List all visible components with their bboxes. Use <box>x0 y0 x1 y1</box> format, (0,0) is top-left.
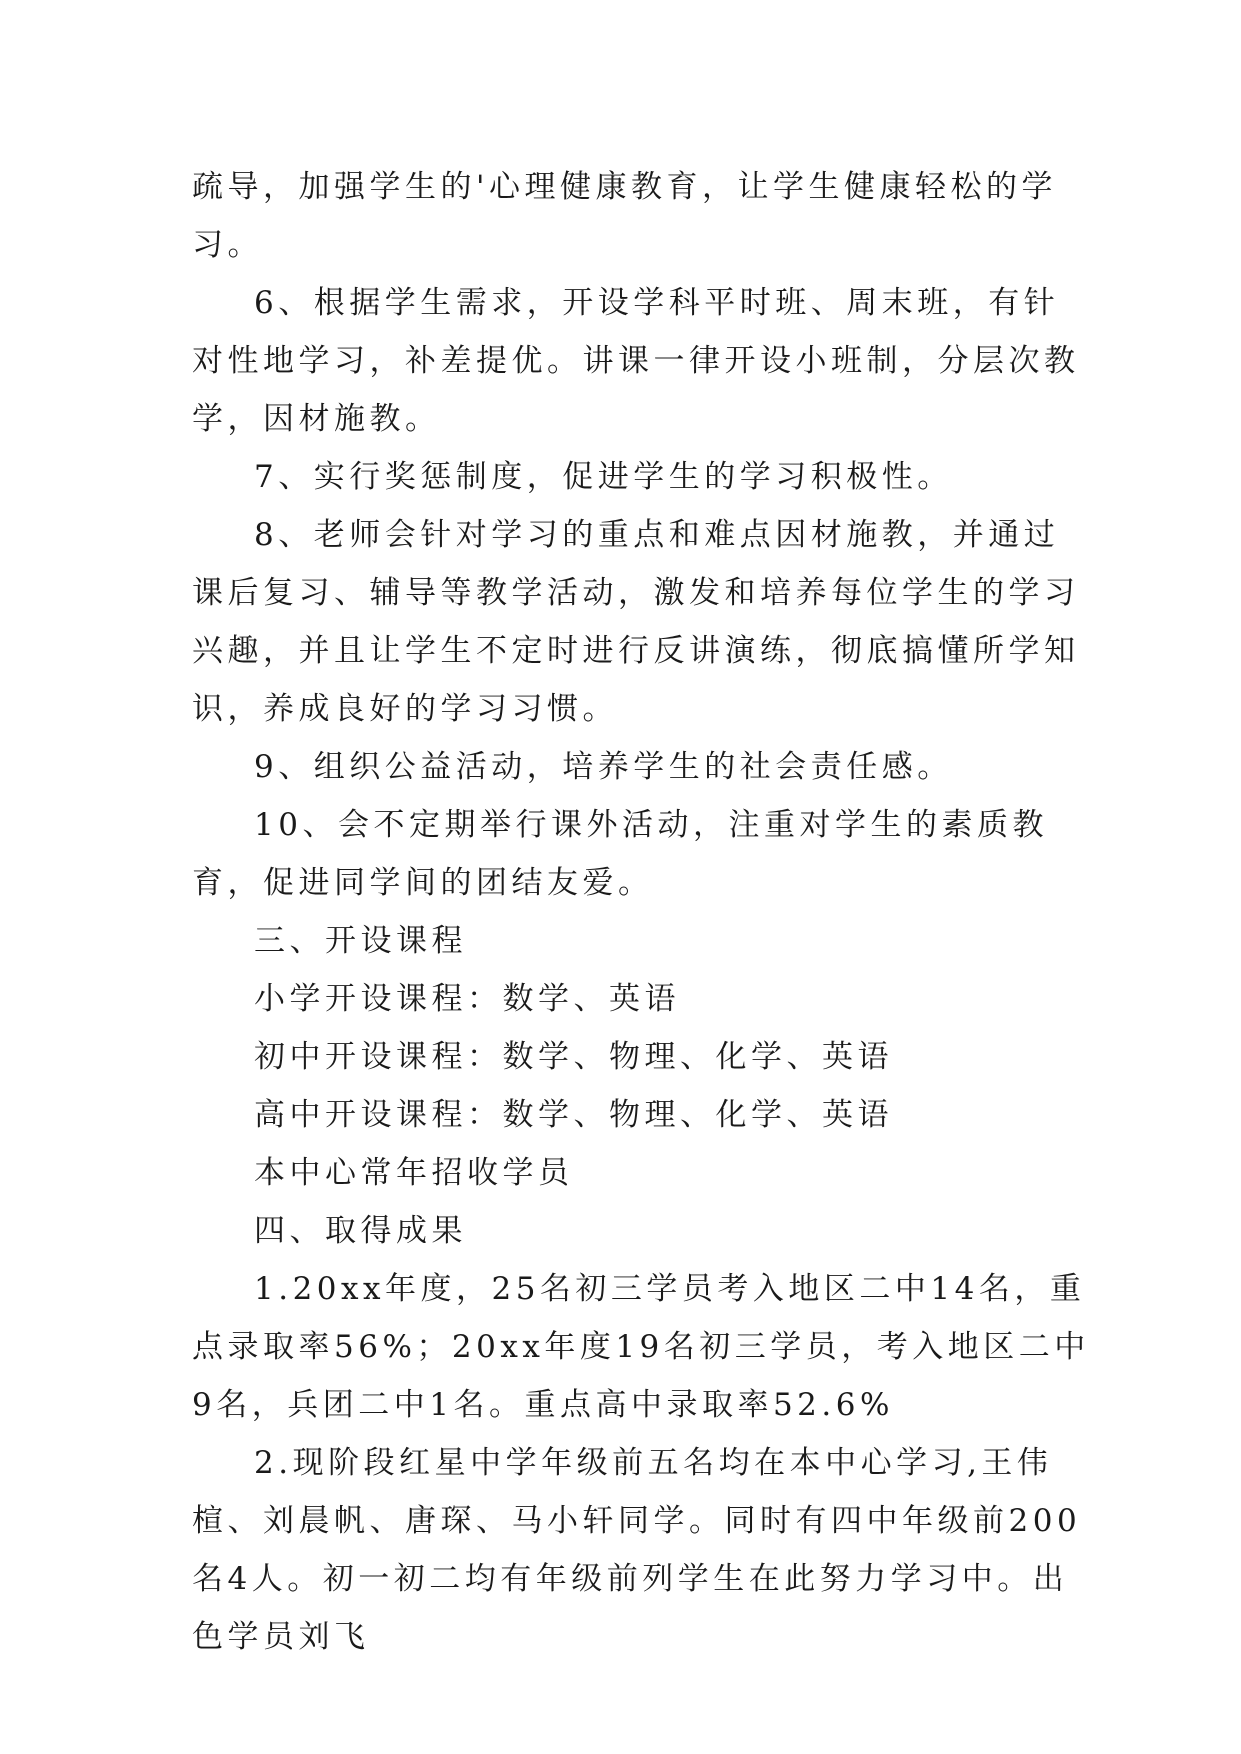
paragraph-item-9: 9、组织公益活动，培养学生的社会责任感。 <box>254 749 953 785</box>
enrollment-notice: 本中心常年招收学员 <box>254 1155 574 1191</box>
document-body <box>192 158 1092 1666</box>
senior-high-courses: 高中开设课程：数学、物理、化学、英语 <box>254 1097 893 1133</box>
primary-school-courses: 小学开设课程：数学、英语 <box>254 981 680 1017</box>
section-heading-courses: 三、开设课程 <box>254 923 467 959</box>
paragraph-item-6: 6、根据学生需求，开设学科平时班、周末班，有针对性地学习，补差提优。讲课一律开设小班制，分层次教学，因材施教。 <box>192 285 1080 437</box>
achievement-item-2: 2.现阶段红星中学年级前五名均在本中心学习,王伟楦、刘晨帆、唐琛、马小轩同学。同时有四中年级前200名4人。初一初二均有年级前列学生在此努力学习中。出色学员刘飞 <box>192 1445 1082 1655</box>
achievement-item-1: 1.20xx年度，25名初三学员考入地区二中14名，重点录取率56%；20xx年度19名初三学员，考入地区二中9名，兵团二中1名。重点高中录取率52.6% <box>192 1271 1090 1423</box>
paragraph-item-10: 10、会不定期举行课外活动，注重对学生的素质教育，促进同学间的团结友爱。 <box>192 807 1048 901</box>
paragraph-item-7: 7、实行奖惩制度，促进学生的学习积极性。 <box>254 459 953 495</box>
paragraph-counseling: 疏导，加强学生的'心理健康教育，让学生健康轻松的学习。 <box>192 169 1058 263</box>
paragraph-item-8: 8、老师会针对学习的重点和难点因材施教，并通过课后复习、辅导等教学活动，激发和培养每位学生的学习兴趣，并且让学生不定时进行反讲演练，彻底搞懂所学知识，养成良好的学习习惯。 <box>192 517 1080 727</box>
section-heading-achievements: 四、取得成果 <box>254 1213 467 1249</box>
junior-high-courses: 初中开设课程：数学、物理、化学、英语 <box>254 1039 893 1075</box>
